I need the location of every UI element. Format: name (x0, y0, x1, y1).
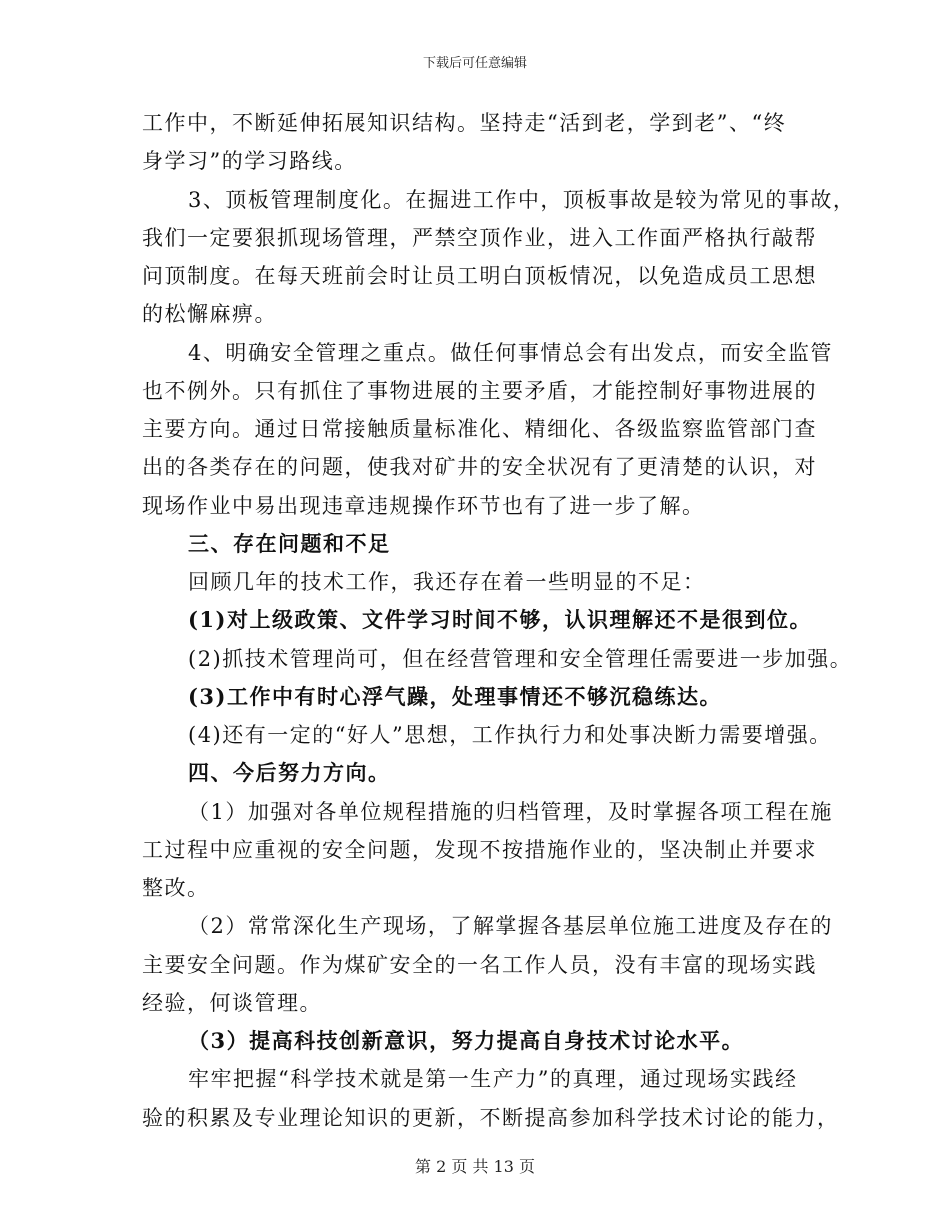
page-footer: 第 2 页 共 13 页 (415, 1157, 535, 1176)
body-line-10: 出的各类存在的问题，使我对矿井的安全状况有了更清楚的认识，对 (142, 455, 817, 479)
body-line-24: 经验，何谈管理。 (142, 991, 322, 1015)
body-line-11: 现场作业中易出现违章违规操作环节也有了进一步了解。 (142, 494, 705, 518)
issue-item-4: (4)还有一定的“好人”思想，工作执行力和处事决断力需要增强。 (188, 723, 832, 747)
body-line-4: 我们一定要狠抓现场管理，严禁空顶作业，进入工作面严格执行敲帮 (142, 226, 817, 250)
section-heading-direction: 四、今后努力方向。 (188, 760, 391, 785)
body-line-23: 主要安全问题。作为煤矿安全的一名工作人员，没有丰富的现场实践 (142, 953, 817, 977)
body-line-13: 回顾几年的技术工作，我还存在着一些明显的不足： (188, 570, 706, 594)
body-line-7: 4、明确安全管理之重点。做任何事情总会有出发点，而安全监管 (188, 341, 833, 365)
body-line-8: 也不例外。只有抓住了事物进展的主要矛盾，才能控制好事物进展的 (142, 379, 817, 403)
body-line-1: 工作中，不断延伸拓展知识结构。坚持走“活到老，学到老”、“终 (142, 111, 787, 135)
body-line-27: 验的积累及专业理论知识的更新，不断提高参加科学技术讨论的能力， (142, 1106, 840, 1130)
body-line-5: 问顶制度。在每天班前会时让员工明白顶板情况，以免造成员工思想 (142, 264, 817, 288)
body-line-9: 主要方向。通过日常接触质量标准化、精细化、各级监察监管部门查 (142, 417, 817, 441)
body-line-21: 整改。 (142, 876, 210, 900)
body-line-3: 3、顶板管理制度化。在掘进工作中，顶板事故是较为常见的事故， (188, 188, 856, 212)
body-line-20: 工过程中应重视的安全问题，发现不按措施作业的，坚决制止并要求 (142, 838, 817, 862)
direction-item-1: （1）加强对各单位规程措施的归档管理，及时掌握各项工程在施 (188, 800, 833, 824)
page-header: 下载后可任意编辑 (422, 56, 527, 71)
issue-item-2: (2)抓技术管理尚可，但在经营管理和安全管理任需要进一步加强。 (188, 647, 853, 671)
direction-item-3: （3）提高科技创新意识，努力提高自身技术讨论水平。 (188, 1028, 745, 1053)
issue-item-1: (1)对上级政策、文件学习时间不够，认识理解还不是很到位。 (188, 607, 812, 632)
direction-item-2: （2）常常深化生产现场，了解掌握各基层单位施工进度及存在的 (188, 914, 833, 938)
body-line-26: 牢牢把握“科学技术就是第一生产力”的真理，通过现场实践经 (188, 1067, 798, 1091)
body-line-6: 的松懈麻痹。 (142, 302, 277, 326)
section-heading-issues: 三、存在问题和不足 (188, 531, 391, 556)
issue-item-3: (3)工作中有时心浮气躁，处理事情还不够沉稳练达。 (188, 684, 722, 709)
body-line-2: 身学习”的学习路线。 (142, 149, 357, 173)
